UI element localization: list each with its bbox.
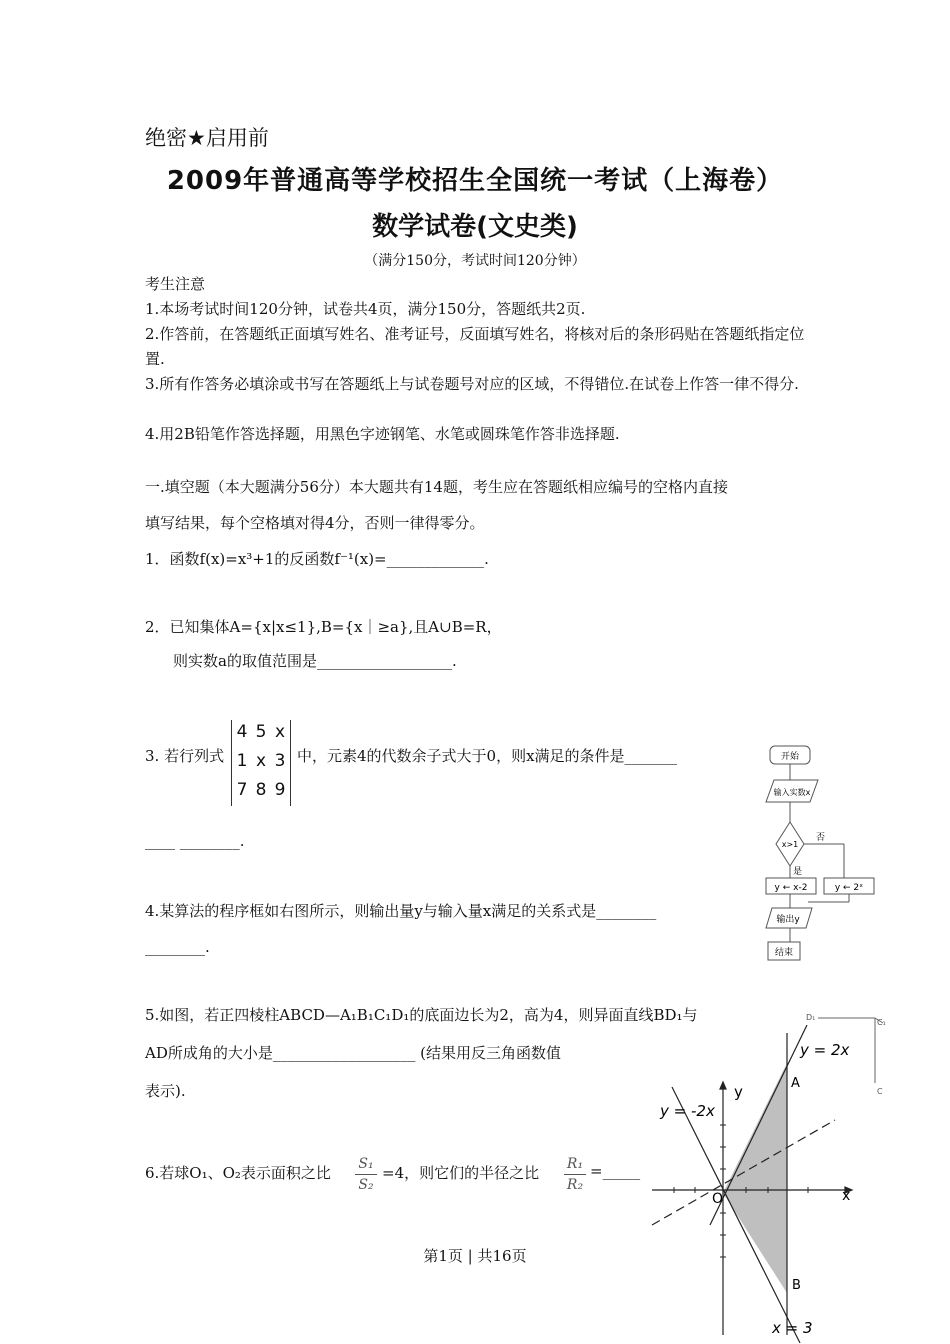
page-footer: 第1页 | 共16页 [423, 1247, 527, 1265]
region-graph [650, 1025, 855, 1343]
flowchart-output-label: 输出y [776, 915, 800, 925]
question-3-suffix: 中，元素4的代数余子式大于0，则x满足的条件是_______ [297, 747, 678, 765]
matrix-cell: x [255, 751, 267, 771]
prism-label-c: C [877, 1087, 883, 1096]
section1-intro-line2: 填写结果，每个空格填对得4分，否则一律得零分。 [145, 514, 485, 532]
question-6-suffix: =_____ [590, 1162, 641, 1180]
fraction-denominator: R₂ [566, 1177, 584, 1193]
notice-heading: 考生注意 [145, 275, 206, 293]
notice-item: 1.本场考试时间120分钟，试卷共4页，满分150分，答题纸共2页. [145, 300, 586, 318]
flowchart-right-label: y ← 2ˣ [834, 883, 864, 893]
fraction-numerator: S₁ [358, 1156, 374, 1172]
fraction-s1-s2 [355, 1156, 377, 1193]
matrix-cell: 5 [255, 722, 267, 742]
question-3-prefix: 3. 若行列式 [145, 747, 225, 765]
question-6-middle: =4，则它们的半径之比 [382, 1164, 540, 1182]
question-4-line2: ________. [145, 938, 210, 956]
exam-note: （满分150分，考试时间120分钟） [364, 253, 586, 269]
question-5-line1: 5.如图，若正四棱柱ABCD—A₁B₁C₁D₁的底面边长为2，高为4，则异面直线BD₁与 [145, 1006, 698, 1024]
label-y-2x: y = 2x [800, 1041, 850, 1059]
matrix-cell: 1 [236, 751, 248, 771]
flowchart-end-label: 结束 [774, 948, 794, 958]
secret-label: 绝密★启用前 [145, 126, 269, 150]
matrix-cell: x [274, 722, 286, 742]
question-2-line1: 2．已知集体A={x|x≤1},B={x｜≥a},且A∪B=R， [145, 618, 502, 636]
flowchart-left-label: y ← x-2 [774, 883, 808, 893]
exam-title: 2009年普通高等学校招生全国统一考试（上海卷） [166, 166, 784, 196]
flowchart-input-label: 输入实数x [773, 788, 811, 797]
label-origin: O [712, 1191, 724, 1207]
matrix-cell: 8 [255, 780, 267, 800]
matrix-cell: 4 [236, 722, 248, 742]
notice-item: 4.用2B铅笔作答选择题，用黑色字迹钢笔、水笔或圆珠笔作答非选择题. [145, 425, 620, 443]
flowchart-condition-label: x>1 [781, 840, 799, 849]
flowchart-no-label: 否 [816, 833, 826, 843]
question-3-line2: ____ ________. [145, 832, 245, 850]
label-point-a: A [791, 1076, 800, 1091]
fraction-bar [355, 1174, 377, 1175]
section1-intro-line1: 一.填空题（本大题满分56分）本大题共有14题，考生应在答题纸相应编号的空格内直接 [145, 478, 728, 496]
label-y-neg2x: y = -2x [660, 1102, 715, 1120]
question-2-line2: 则实数a的取值范围是__________________. [173, 652, 457, 670]
question-5-line2: AD所成角的大小是___________________ (结果用反三角函数值 [145, 1044, 561, 1062]
matrix-cell: 9 [274, 780, 286, 800]
flowchart-yes-label: 是 [793, 867, 803, 877]
algorithm-flowchart [760, 740, 900, 970]
label-x-3: x = 3 [772, 1319, 813, 1337]
question-4-line1: 4.某算法的程序框如右图所示，则输出量y与输入量x满足的关系式是________ [145, 902, 657, 920]
prism-label-c1: C₁ [877, 1018, 886, 1027]
label-y: y [734, 1083, 743, 1101]
question-1: 1．函数f(x)=x³+1的反函数f⁻¹(x)=_____________. [145, 550, 489, 568]
matrix-cell: 3 [274, 751, 286, 771]
matrix-cell: 7 [236, 780, 248, 800]
exam-subtitle: 数学试卷(文史类) [372, 212, 578, 242]
fraction-denominator: S₂ [358, 1177, 374, 1193]
label-x: x [842, 1188, 851, 1204]
determinant-matrix [231, 720, 291, 806]
notice-item: 2.作答前，在答题纸正面填写姓名、准考证号，反面填写姓名，将核对后的条形码贴在答题纸指定位置. [145, 325, 805, 368]
question-5-line3: 表示). [145, 1082, 186, 1100]
prism-label-d1: D₁ [806, 1013, 816, 1022]
flowchart-start-label: 开始 [780, 752, 800, 762]
label-point-b: B [792, 1278, 801, 1293]
fraction-r1-r2 [564, 1156, 586, 1193]
fraction-numerator: R₁ [566, 1156, 584, 1172]
question-6-prefix: 6.若球O₁、O₂表示面积之比 [145, 1164, 331, 1182]
fraction-bar [564, 1174, 586, 1175]
notice-item: 3.所有作答务必填涂或书写在答题纸上与试卷题号对应的区域，不得错位.在试卷上作答一律不得分. [145, 375, 799, 393]
